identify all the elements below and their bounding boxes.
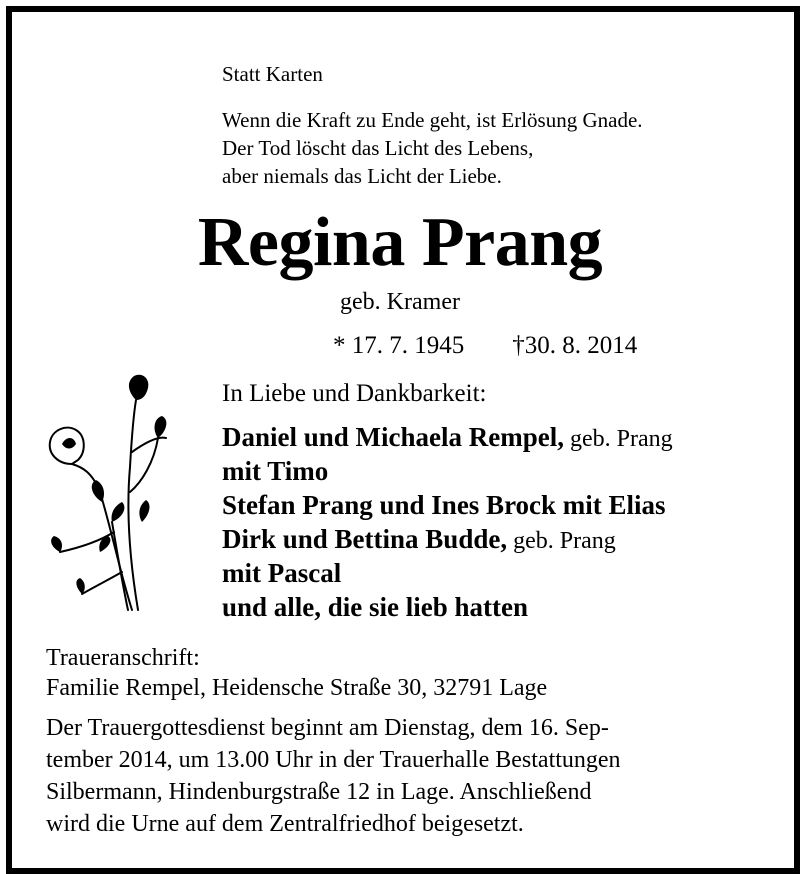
family-regular: geb. Prang	[507, 528, 616, 554]
family-line	[222, 594, 528, 621]
family-line	[222, 526, 616, 553]
address: Familie Rempel, Heidensche Straße 30, 32791 Lage	[46, 675, 548, 701]
family-line	[222, 424, 673, 451]
birth-name: geb. Kramer	[340, 289, 460, 315]
service-line-3: Silbermann, Hindenburgstraße 12 in Lage. Anschließend	[46, 779, 592, 805]
family-bold: mit Timo	[222, 456, 329, 486]
family-line	[222, 560, 341, 587]
service-line-2: tember 2014, um 13.00 Uhr in der Trauerhalle Bestattungen	[46, 747, 621, 773]
service-line-1: Der Trauergottesdienst beginnt am Dienstag, dem 16. Sep-	[46, 715, 609, 741]
family-bold: mit Pascal	[222, 558, 342, 588]
address-label: Traueranschrift:	[46, 645, 200, 671]
family-bold: Daniel und Michaela Rempel,	[222, 422, 564, 452]
death-date: †30. 8. 2014	[512, 332, 638, 359]
family-line	[222, 492, 666, 519]
rose-icon	[42, 372, 172, 617]
family-bold: und alle, die sie lieb hatten	[222, 592, 529, 622]
family-bold: Dirk und Bettina Budde,	[222, 524, 508, 554]
dedication: In Liebe und Dankbarkeit:	[222, 380, 487, 407]
family-bold: Stefan Prang und Ines Brock mit Elias	[222, 490, 666, 520]
family-line	[222, 458, 328, 485]
birth-date: * 17. 7. 1945	[333, 332, 465, 359]
verse-line-3: aber niemals das Licht der Liebe.	[222, 164, 502, 188]
verse-line-2: Der Tod löscht das Licht des Lebens,	[222, 136, 534, 160]
service-line-4: wird die Urne auf dem Zentralfriedhof beigesetzt.	[46, 811, 524, 837]
deceased-name: Regina Prang	[197, 204, 603, 281]
verse-line-1: Wenn die Kraft zu Ende geht, ist Erlösung Gnade.	[222, 108, 643, 132]
life-dates	[333, 333, 637, 358]
statt-karten: Statt Karten	[222, 62, 323, 86]
family-regular: geb. Prang	[564, 426, 673, 452]
